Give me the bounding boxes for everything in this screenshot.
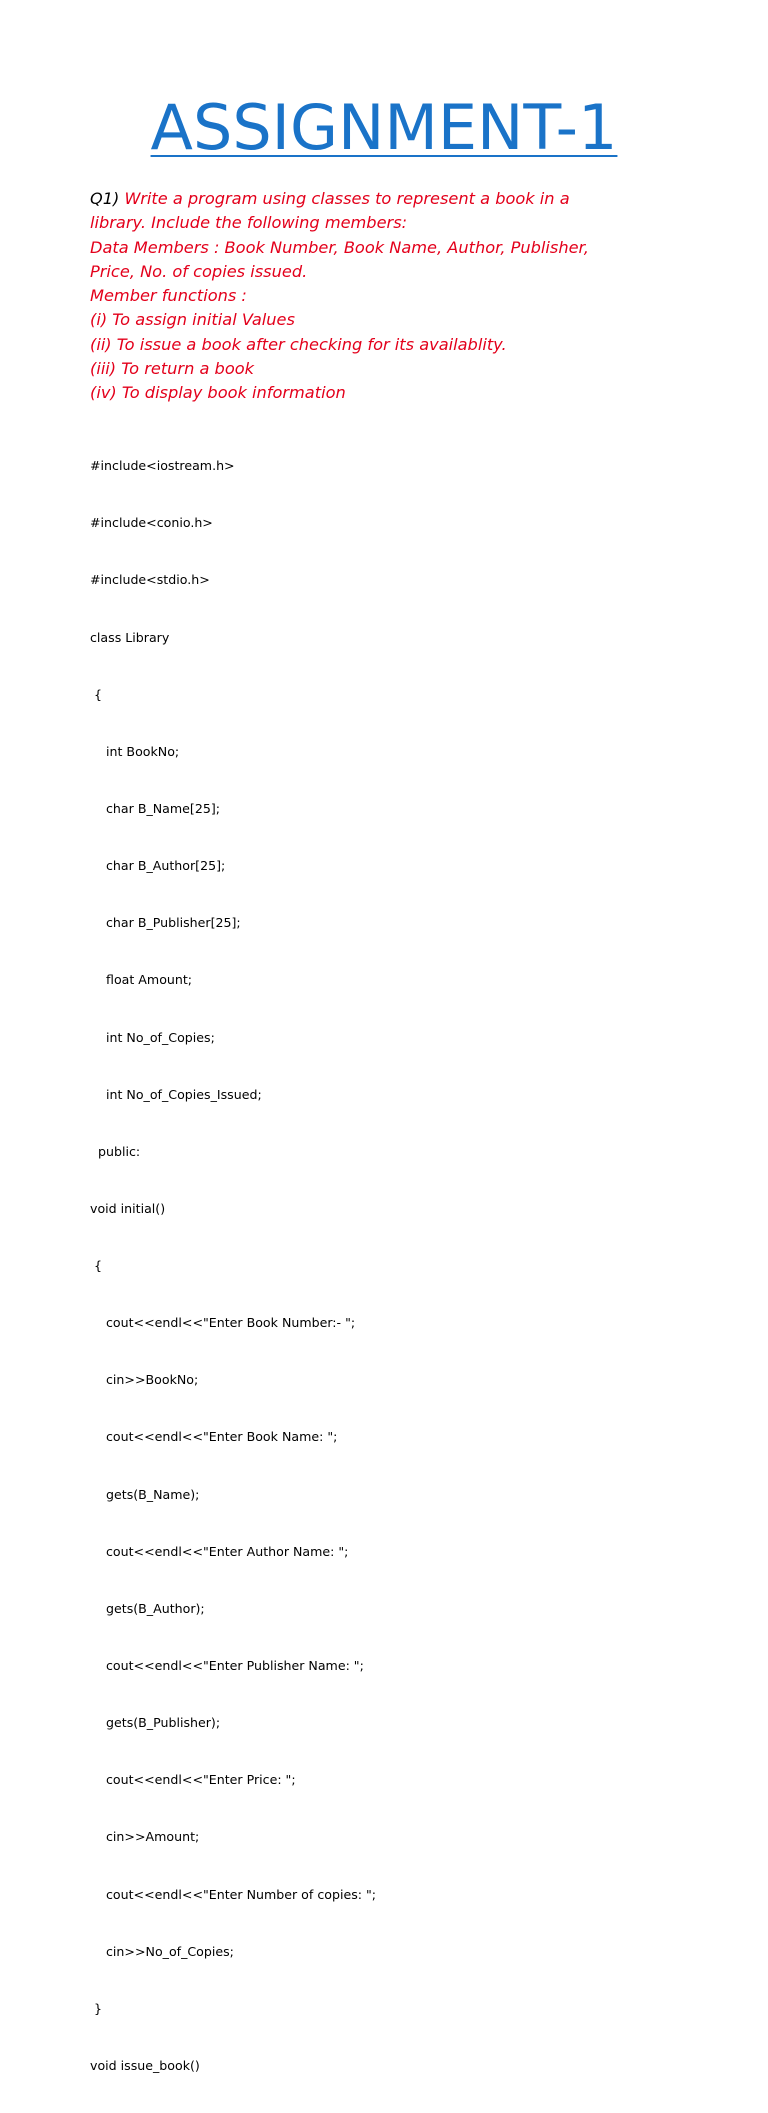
- question-line: (iii) To return a book: [90, 359, 255, 379]
- code-line: cout<<endl<<"Enter Publisher Name: ";: [90, 1658, 364, 1674]
- code-line: public:: [90, 1143, 141, 1159]
- question-line: Member functions :: [90, 286, 247, 306]
- code-line: class Library: [90, 629, 170, 645]
- page-title: [0, 92, 768, 164]
- question-line: Data Members : Book Number, Book Name, Author, Publisher,: [90, 237, 589, 257]
- code-line: int No_of_Copies_Issued;: [90, 1086, 262, 1102]
- code-line: gets(B_Publisher);: [90, 1715, 221, 1731]
- code-line: float Amount;: [90, 972, 193, 988]
- code-line: cin>>BookNo;: [90, 1372, 199, 1388]
- code-line: cin>>No_of_Copies;: [90, 1943, 234, 1959]
- code-line: int BookNo;: [90, 743, 180, 759]
- question-line: Price, No. of copies issued.: [90, 261, 308, 281]
- code-line: void issue_book(): [90, 2058, 200, 2074]
- code-line: int No_of_Copies;: [90, 1029, 215, 1045]
- code-line: cout<<endl<<"Enter Number of copies: ";: [90, 1886, 377, 1902]
- code-line: {: [90, 686, 103, 702]
- code-line: char B_Author[25];: [90, 858, 226, 874]
- code-listing: [90, 418, 690, 2113]
- code-line: char B_Publisher[25];: [90, 915, 241, 931]
- code-line: gets(B_Author);: [90, 1600, 205, 1616]
- question-label: Q1): [90, 189, 120, 208]
- code-line: #include<conio.h>: [90, 515, 213, 531]
- question-block: [90, 187, 690, 406]
- code-line: cout<<endl<<"Enter Price: ";: [90, 1772, 296, 1788]
- code-line: char B_Name[25];: [90, 800, 221, 816]
- code-line: void initial(): [90, 1200, 166, 1216]
- code-line: cout<<endl<<"Enter Book Name: ";: [90, 1429, 338, 1445]
- code-line: gets(B_Name);: [90, 1486, 200, 1502]
- code-line: cout<<endl<<"Enter Book Number:- ";: [90, 1315, 356, 1331]
- title-text: ASSIGNMENT-1: [150, 91, 618, 164]
- code-line: {: [90, 1258, 103, 1274]
- code-line: #include<stdio.h>: [90, 572, 210, 588]
- code-line: #include<iostream.h>: [90, 458, 235, 474]
- question-first-line: [90, 187, 690, 211]
- code-line: cin>>Amount;: [90, 1829, 200, 1845]
- question-line: library. Include the following members:: [90, 213, 408, 233]
- code-line: cout<<endl<<"Enter Author Name: ";: [90, 1543, 349, 1559]
- question-line: (i) To assign initial Values: [90, 310, 295, 330]
- question-line: (ii) To issue a book after checking for its availablity.: [90, 334, 507, 354]
- code-line: }: [90, 2000, 103, 2016]
- question-first-line-text: Write a program using classes to represent a book in a: [119, 189, 570, 208]
- question-line: (iv) To display book information: [90, 383, 346, 403]
